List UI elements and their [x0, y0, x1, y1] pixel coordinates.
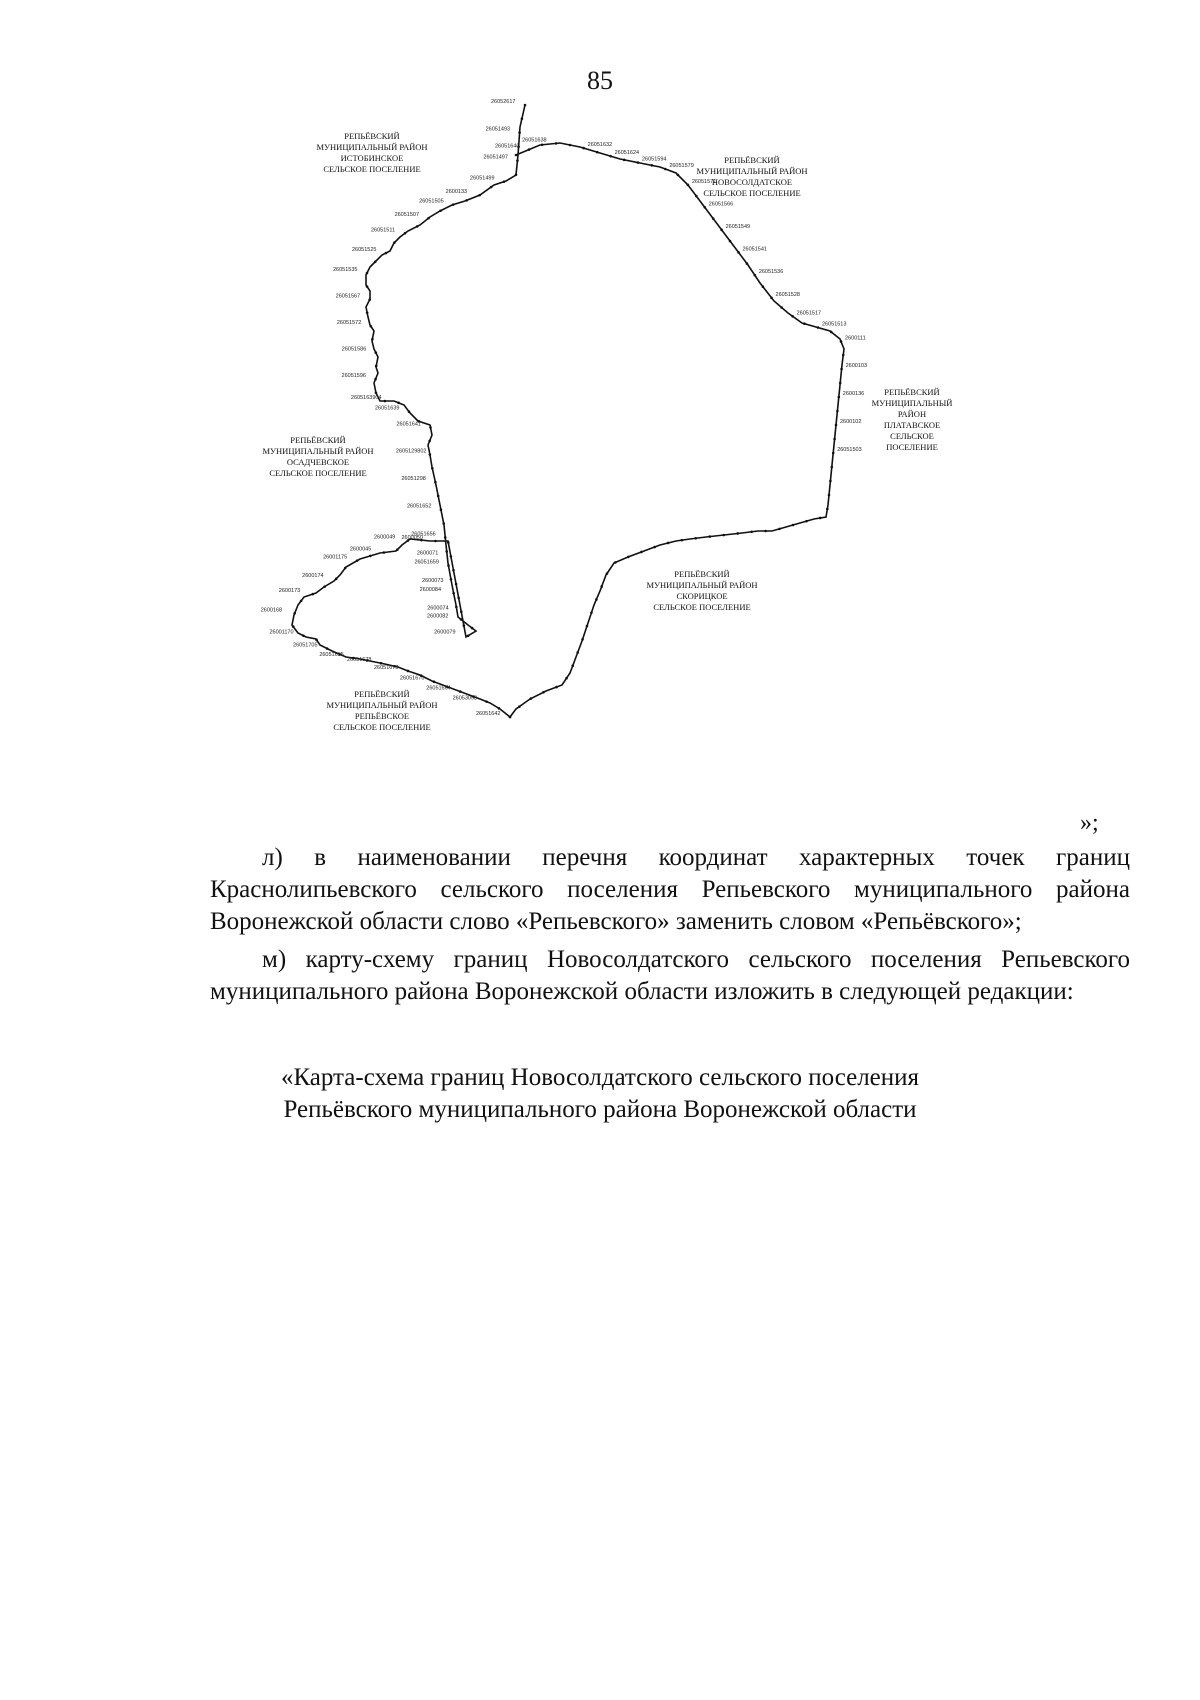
neighbor-label-platavskoe	[872, 387, 953, 452]
neighbor-label-skorickoe	[646, 569, 757, 612]
boundary-point	[664, 168, 667, 171]
boundary-point	[369, 555, 372, 558]
svg-text:СЕЛЬСКОЕ: СЕЛЬСКОЕ	[890, 431, 934, 441]
boundary-point	[428, 440, 431, 443]
boundary-point	[455, 606, 458, 609]
svg-text:РЕПЬЁВСКИЙ: РЕПЬЁВСКИЙ	[290, 435, 346, 445]
point-label: 26051525	[351, 247, 377, 254]
boundary-point	[754, 274, 757, 277]
boundary-point	[292, 625, 295, 628]
boundary-point	[452, 592, 455, 595]
boundary-point	[586, 625, 589, 628]
boundary-point	[335, 578, 338, 581]
point-label: 2600079	[434, 629, 456, 636]
neighbor-label-osadchevskoe	[262, 435, 373, 478]
page-number: 85	[587, 66, 613, 95]
point-label: 26051586	[341, 346, 367, 353]
boundary-point	[427, 217, 430, 220]
boundary-point	[780, 306, 783, 309]
boundary-point	[842, 354, 845, 357]
boundary-point	[590, 611, 593, 614]
point-label: 26001175	[323, 554, 348, 561]
point-label: 2600111	[845, 335, 866, 342]
point-label: 26051596	[341, 373, 367, 380]
svg-text:СЕЛЬСКОЕ ПОСЕЛЕНИЕ: СЕЛЬСКОЕ ПОСЕЛЕНИЕ	[703, 188, 801, 198]
point-label: 26051567	[335, 293, 361, 300]
point-label: 2600073	[422, 578, 444, 585]
boundary-point	[518, 705, 521, 708]
boundary-point	[530, 697, 533, 700]
boundary-point	[375, 365, 378, 368]
point-label: 26051678	[346, 657, 372, 664]
boundary-point	[384, 400, 387, 403]
amendment-text	[210, 842, 1130, 1008]
boundary-point	[819, 517, 822, 520]
point-label: 2605129802	[395, 448, 427, 455]
boundary-point	[445, 550, 448, 553]
boundary-point	[485, 700, 488, 703]
boundary-point	[828, 494, 831, 497]
svg-text:СЕЛЬСКОЕ ПОСЕЛЕНИЕ: СЕЛЬСКОЕ ПОСЕЛЕНИЕ	[323, 164, 421, 174]
boundary-point	[653, 546, 656, 549]
boundary-point	[442, 522, 445, 525]
svg-text:МУНИЦИПАЛЬНЫЙ РАЙОН: МУНИЦИПАЛЬНЫЙ РАЙОН	[646, 580, 758, 590]
boundary-point	[397, 402, 400, 405]
boundary-point	[840, 368, 843, 371]
point-label: 26051641	[396, 421, 421, 428]
point-label: 26051572	[336, 320, 362, 327]
boundary-point	[393, 241, 396, 244]
map-caption-line-2: Репьёвского муниципального района Воронежской области	[283, 1096, 917, 1123]
point-label: 26051499	[470, 175, 495, 182]
svg-text:РЕПЬЁВСКИЙ: РЕПЬЁВСКИЙ	[354, 689, 410, 699]
point-label: 2600136	[842, 391, 865, 398]
boundary-point	[460, 618, 463, 621]
boundary-point	[408, 410, 411, 413]
boundary-point	[729, 240, 732, 243]
boundary-point	[293, 612, 296, 615]
svg-text:МУНИЦИПАЛЬНЫЙ: МУНИЦИПАЛЬНЫЙ	[871, 398, 953, 408]
boundary-point	[637, 161, 640, 164]
boundary-point	[677, 174, 680, 177]
point-label: 26051493	[485, 126, 511, 133]
svg-text:СКОРИЦКОЕ: СКОРИЦКОЕ	[676, 591, 728, 601]
boundary-map	[260, 99, 1060, 815]
boundary-point	[437, 495, 440, 498]
point-label: 2600174	[302, 572, 324, 579]
boundary-point	[565, 677, 568, 680]
svg-text:ИСТОБИНСКОЕ: ИСТОБИНСКОЕ	[340, 153, 404, 163]
boundary-point	[366, 285, 369, 288]
point-label: 2600045	[349, 546, 372, 553]
point-label: 26051513	[821, 321, 847, 328]
boundary-point	[803, 322, 806, 325]
point-label: 26051541	[742, 246, 767, 253]
boundary-point	[708, 535, 711, 538]
boundary-point	[463, 624, 466, 627]
svg-text:МУНИЦИПАЛЬНЫЙ РАЙОН: МУНИЦИПАЛЬНЫЙ РАЙОН	[696, 166, 808, 176]
point-label: 2605163904	[350, 395, 382, 401]
boundary-point	[429, 426, 432, 429]
point-label: 26051507	[394, 212, 420, 219]
svg-text:НОВОСОЛДАТСКОЕ: НОВОСОЛДАТСКОЕ	[711, 177, 793, 187]
boundary-point	[541, 143, 544, 146]
neighbor-label-novosoldatskoe	[696, 155, 807, 198]
boundary-point	[460, 610, 463, 613]
point-label: 26051664	[426, 685, 451, 692]
svg-text:МУНИЦИПАЛЬНЫЙ РАЙОН: МУНИЦИПАЛЬНЫЙ РАЙОН	[316, 142, 428, 152]
boundary-point	[385, 252, 388, 255]
boundary-point	[778, 528, 781, 531]
boundary-point	[606, 572, 609, 575]
boundary-point	[450, 555, 453, 558]
boundary-point	[374, 378, 377, 381]
boundary-point	[830, 331, 833, 334]
point-label: 2600173	[278, 588, 301, 595]
boundary-point	[737, 251, 740, 254]
boundary-point	[450, 578, 453, 581]
point-label: 26052617	[491, 99, 516, 105]
point-label: 26051549	[725, 223, 751, 230]
point-label: 26051536	[758, 269, 784, 276]
boundary-point	[503, 180, 506, 183]
boundary-point	[681, 539, 684, 542]
boundary-point	[667, 542, 670, 545]
boundary-point	[839, 382, 842, 385]
boundary-point	[371, 338, 374, 341]
point-label: 26051298	[401, 476, 426, 483]
paragraph-m: м) карту-схему границ Новосолдатского сельского поселения Репьевского муниципального района Воронежской области изложить в следующей редакции:	[210, 946, 1130, 1005]
boundary-point	[315, 639, 318, 642]
boundary-point	[528, 148, 531, 151]
point-label: 2600050	[401, 535, 423, 541]
boundary-point	[524, 104, 527, 107]
point-label: 2600133	[445, 189, 468, 196]
boundary-point	[687, 184, 690, 187]
boundary-point	[467, 634, 470, 637]
point-label: 26051652	[406, 503, 432, 510]
boundary-point	[614, 561, 617, 564]
svg-text:ОСАДЧЕВСКОЕ: ОСАДЧЕВСКОЕ	[286, 457, 350, 467]
boundary-point	[459, 690, 462, 693]
point-label: 2600084	[419, 587, 442, 594]
boundary-point	[555, 686, 558, 689]
neighbor-label-repyovskoe	[326, 689, 437, 732]
boundary-point	[576, 651, 579, 654]
boundary-point	[627, 556, 630, 559]
boundary-point	[762, 285, 765, 288]
point-label: 26051705	[293, 642, 318, 649]
boundary-point	[650, 164, 653, 167]
boundary-point	[792, 524, 795, 527]
point-label: 26051571	[691, 178, 717, 185]
boundary-point	[770, 297, 773, 300]
svg-text:РЕПЬЁВСКИЙ: РЕПЬЁВСКИЙ	[884, 387, 940, 397]
boundary-point	[518, 131, 521, 134]
boundary-point	[431, 467, 434, 470]
boundary-line-east	[510, 143, 847, 717]
paragraph-l: л) в наименовании перечня координат характерных точек границ Краснолипьевского сельского поселения Репьевского муниципального района Воронежской области слово «Репьевского» заменить словом «Репьёвского»;	[210, 844, 1130, 935]
point-label: 2600168	[260, 607, 283, 614]
boundary-point	[840, 340, 843, 343]
boundary-point	[374, 261, 377, 264]
boundary-point	[516, 159, 519, 162]
point-label: 2600102	[839, 419, 862, 426]
svg-text:МУНИЦИПАЛЬНЫЙ РАЙОН: МУНИЦИПАЛЬНЫЙ РАЙОН	[262, 446, 374, 456]
boundary-point	[555, 142, 558, 145]
boundary-point	[439, 209, 442, 212]
boundary-point	[455, 583, 458, 586]
boundary-point	[746, 262, 749, 265]
boundary-point	[407, 670, 410, 673]
point-label: 26051639	[374, 405, 400, 412]
boundary-point	[750, 530, 753, 533]
boundary-point	[833, 438, 836, 441]
boundary-point	[368, 298, 371, 301]
boundary-point	[478, 194, 481, 197]
svg-text:ПЛАТАВСКОЕ: ПЛАТАВСКОЕ	[883, 420, 941, 430]
boundary-point	[498, 707, 501, 710]
point-label: 26051670	[399, 675, 425, 682]
boundary-point	[596, 151, 599, 154]
boundary-point	[582, 147, 585, 150]
boundary-point	[720, 229, 723, 232]
boundary-point	[581, 638, 584, 641]
boundary-point	[571, 664, 574, 667]
svg-text:РЕПЬЁВСКИЙ: РЕПЬЁВСКИЙ	[724, 155, 780, 165]
point-label: 26051624	[614, 150, 640, 157]
map-caption-line-1: «Карта-схема границ Новосолдатского сельского поселения	[280, 1064, 920, 1091]
boundary-point	[471, 627, 474, 630]
boundary-point	[837, 396, 840, 399]
boundary-point	[344, 567, 347, 570]
point-label: 26051535	[332, 267, 358, 274]
boundary-point	[452, 569, 455, 572]
boundary-point	[434, 540, 437, 543]
boundary-point	[509, 716, 512, 719]
point-label: 26051528	[775, 291, 801, 298]
point-label: 2600082	[427, 613, 449, 620]
boundary-point	[521, 117, 524, 120]
point-label: 26051673	[373, 664, 399, 671]
point-label: 26051594	[641, 156, 667, 163]
point-label: 2600103	[845, 363, 868, 370]
boundary-point	[836, 410, 839, 413]
boundary-point	[300, 600, 303, 603]
boundary-point	[444, 536, 447, 539]
svg-text:РЕПЬЁВСКИЙ: РЕПЬЁВСКИЙ	[674, 569, 730, 579]
boundary-point	[370, 325, 373, 328]
boundary-point	[826, 508, 829, 511]
point-label: 26051579	[669, 162, 694, 169]
point-label: 26001170	[269, 629, 294, 636]
closing-quote: »;	[1080, 810, 1099, 836]
boundary-point	[640, 551, 643, 554]
point-label: 26051511	[370, 227, 396, 234]
svg-text:РЕПЬЁВСКИЙ: РЕПЬЁВСКИЙ	[344, 131, 400, 141]
boundary-point	[447, 564, 450, 567]
boundary-point	[366, 311, 369, 314]
boundary-point	[366, 272, 369, 275]
boundary-point	[831, 466, 834, 469]
boundary-point	[712, 217, 715, 220]
point-label: 26051642	[476, 711, 501, 717]
boundary-point	[805, 520, 808, 523]
boundary-point	[434, 481, 437, 484]
boundary-point	[452, 203, 455, 206]
boundary-point	[490, 186, 493, 189]
boundary-point	[356, 559, 359, 562]
boundary-point	[791, 315, 794, 318]
boundary-point	[600, 585, 603, 588]
boundary-point	[703, 206, 706, 209]
point-label: 2600074	[427, 605, 449, 612]
boundary-point	[440, 508, 443, 511]
point-label: 26051566	[708, 201, 734, 208]
point-label: 26051656	[411, 531, 436, 538]
point-label: 26051638	[522, 137, 547, 144]
point-label: 26051640	[494, 143, 520, 150]
svg-text:СЕЛЬСКОЕ ПОСЕЛЕНИЕ: СЕЛЬСКОЕ ПОСЕЛЕНИЕ	[333, 722, 431, 732]
boundary-point	[515, 154, 518, 157]
boundary-point	[694, 537, 697, 540]
point-label: 26051505	[419, 198, 444, 205]
boundary-point	[623, 159, 626, 162]
boundary-point	[404, 232, 407, 235]
point-label: 26051632	[587, 142, 613, 149]
boundary-point	[383, 551, 386, 554]
boundary-point	[429, 453, 432, 456]
point-label: 26051659	[414, 559, 439, 566]
boundary-point	[374, 351, 377, 354]
point-label: 2600049	[373, 534, 396, 541]
boundary-point	[542, 691, 545, 694]
boundary-point	[569, 144, 572, 147]
boundary-point	[609, 155, 612, 158]
boundary-point	[323, 585, 326, 588]
point-label: 26051695	[319, 652, 344, 659]
boundary-point	[447, 541, 450, 544]
boundary-point	[595, 598, 598, 601]
svg-text:РЕПЬЁВСКОЕ: РЕПЬЁВСКОЕ	[354, 711, 410, 721]
boundary-point	[416, 225, 419, 228]
point-label: 26051517	[796, 310, 822, 317]
boundary-point	[515, 173, 518, 176]
boundary-point	[835, 424, 838, 427]
svg-text:ПОСЕЛЕНИЕ: ПОСЕЛЕНИЕ	[886, 442, 938, 452]
boundary-point	[457, 597, 460, 600]
boundary-point	[396, 548, 399, 551]
boundary-point	[433, 680, 436, 683]
boundary-point	[829, 480, 832, 483]
svg-text:МУНИЦИПАЛЬНЫЙ РАЙОН: МУНИЦИПАЛЬНЫЙ РАЙОН	[326, 700, 438, 710]
svg-text:СЕЛЬСКОЕ ПОСЕЛЕНИЕ: СЕЛЬСКОЕ ПОСЕЛЕНИЕ	[653, 602, 751, 612]
svg-text:РАЙОН: РАЙОН	[897, 409, 927, 419]
neighbor-label-istobinskoe	[316, 131, 427, 174]
boundary-point	[695, 195, 698, 198]
point-label: 2600071	[416, 550, 439, 557]
svg-text:СЕЛЬСКОЕ ПОСЕЛЕНИЕ: СЕЛЬСКОЕ ПОСЕЛЕНИЕ	[269, 468, 367, 478]
point-label: 26053058	[452, 695, 478, 702]
boundary-point	[465, 199, 468, 202]
boundary-point	[326, 647, 329, 650]
boundary-point	[764, 530, 767, 533]
boundary-point	[722, 534, 725, 537]
boundary-point	[302, 634, 305, 637]
point-label: 26051503	[837, 447, 862, 454]
point-label: 26051497	[483, 154, 508, 161]
boundary-point	[817, 326, 820, 329]
boundary-point	[736, 532, 739, 535]
boundary-point	[311, 593, 314, 596]
boundary-point	[375, 391, 378, 394]
boundary-point	[832, 452, 835, 455]
